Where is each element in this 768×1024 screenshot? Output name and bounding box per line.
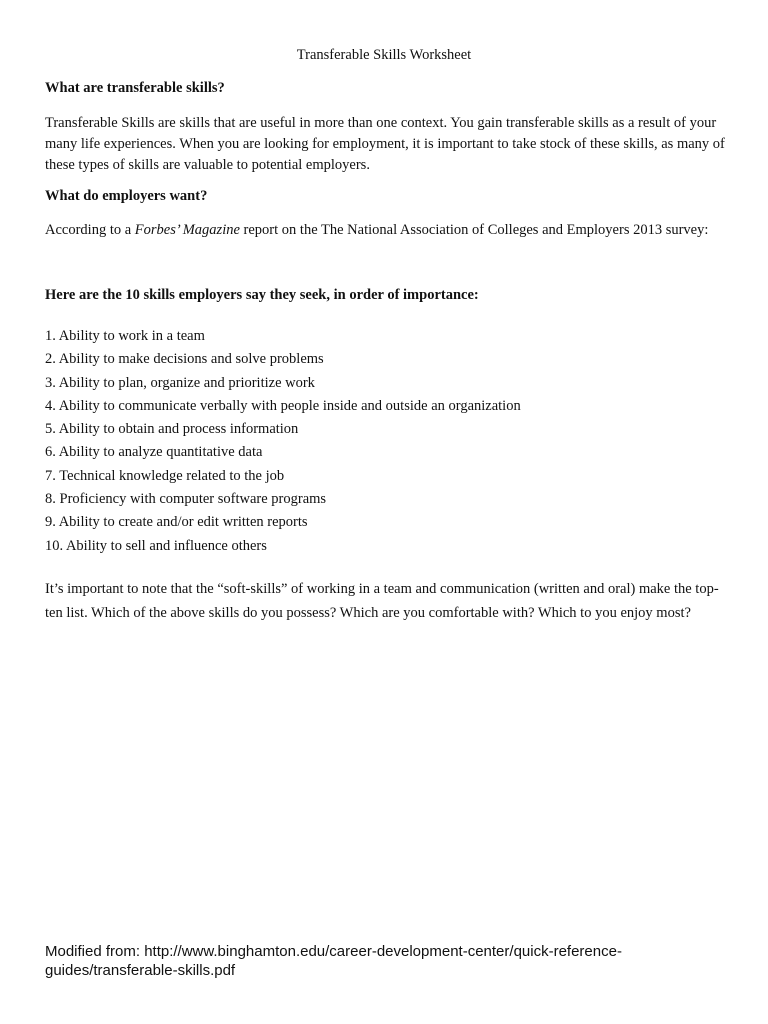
- heading-ten-skills: Here are the 10 skills employers say they seek, in order of importance:: [45, 287, 479, 303]
- according-paragraph: [45, 220, 725, 241]
- list-item: 9. Ability to create and/or edit written reports: [45, 514, 308, 531]
- list-item: 5. Ability to obtain and process information: [45, 421, 299, 438]
- skills-list: [45, 326, 521, 559]
- heading-what-are-transferable-skills: What are transferable skills?: [45, 80, 225, 96]
- according-suffix: report on the The National Association of Colleges and Employers 2013 survey:: [239, 222, 709, 238]
- heading-what-do-employers-want: What do employers want?: [45, 188, 208, 204]
- list-item: 6. Ability to analyze quantitative data: [45, 444, 263, 461]
- footer-source-note: Modified from: http://www.binghamton.edu/career-development-center/quick-reference-guides/transferable-skills.pdf: [45, 943, 622, 979]
- according-prefix: According to a: [45, 222, 135, 238]
- magazine-name: Forbes’ Magazine: [134, 222, 240, 238]
- closing-paragraph: It’s important to note that the “soft-skills” of working in a team and communication (written and oral) make the top-ten list. Which of the above skills do you possess? Which are you comfortable with? Which to you enjoy most?: [45, 581, 719, 621]
- page-title: Transferable Skills Worksheet: [296, 47, 472, 63]
- list-item: 4. Ability to communicate verbally with people inside and outside an organization: [45, 397, 521, 414]
- list-item: 7. Technical knowledge related to the job: [45, 467, 285, 484]
- list-item: 10. Ability to sell and influence others: [45, 537, 267, 554]
- list-item: 2. Ability to make decisions and solve problems: [45, 351, 324, 368]
- intro-paragraph: Transferable Skills are skills that are useful in more than one context. You gain transferable skills as a result of your many life experiences. When you are looking for employment, it is important to take stock of these skills, as many of these types of skills are valuable to potential employers.: [45, 115, 725, 173]
- list-item: 1. Ability to work in a team: [45, 328, 205, 344]
- list-item: 3. Ability to plan, organize and prioritize work: [45, 374, 315, 391]
- list-item: 8. Proficiency with computer software programs: [45, 491, 327, 508]
